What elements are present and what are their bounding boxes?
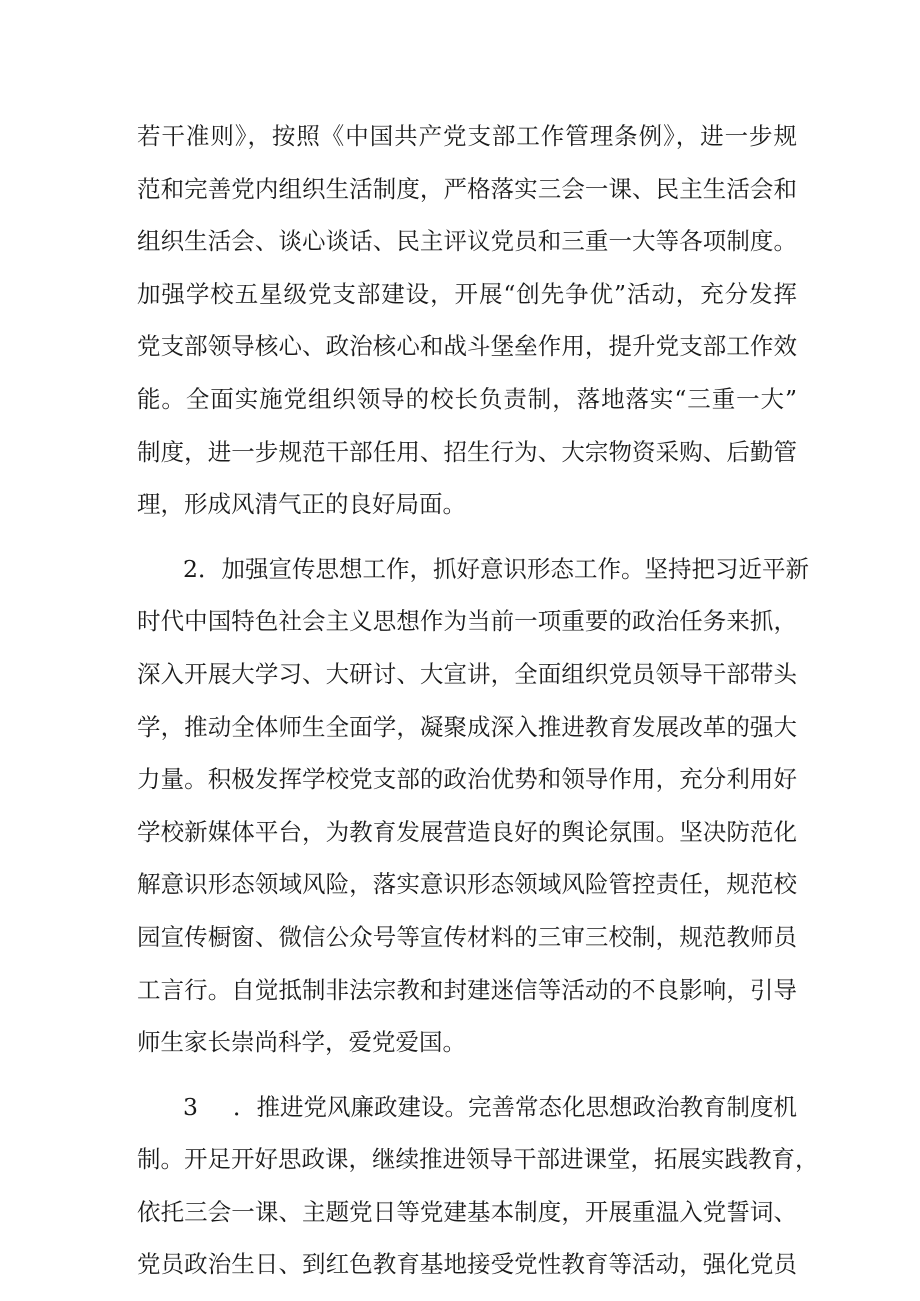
paragraph-gap — [137, 531, 797, 543]
p3-line-1 — [137, 1081, 797, 1134]
p2-line-8: 园宣传橱窗、微信公众号等宣传材料的三审三校制，规范教师员 — [137, 922, 797, 951]
p1-line-8: 理，形成风清气正的良好局面。 — [137, 490, 466, 519]
document-body — [137, 110, 819, 1291]
p1-line-1: 若干准则》，按照《中国共产党支部工作管理条例》，进一步规 — [137, 122, 797, 150]
p1-line-3: 组织生活会、谈心谈话、民主评议党员和三重一大等各项制度。 — [137, 227, 797, 256]
p3-line-3: 依托三会一课、主题党日等党建基本制度，开展重温入党誓词、 — [137, 1197, 797, 1226]
p2-line-1: 2．加强宣传思想工作，抓好意识形态工作。坚持把习近平新 — [183, 554, 809, 583]
p3-line-1-text: ．推进党风廉政建设。完善常态化思想政治教育制度机 — [233, 1092, 797, 1121]
p2-line-4: 学，推动全体师生全面学，凝聚成深入推进教育发展改革的强大 — [137, 712, 797, 741]
p2-line-9: 工言行。自觉抵制非法宗教和封建迷信等活动的不良影响，引导 — [137, 975, 797, 1004]
p2-line-6: 学校新媒体平台，为教育发展营造良好的舆论氛围。坚决防范化 — [137, 817, 797, 846]
p3-number-spacer — [198, 1081, 233, 1134]
p1-line-7: 制度，进一步规范干部任用、招生行为、大宗物资采购、后勤管 — [137, 437, 797, 466]
p2-line-7: 解意识形态领域风险，落实意识形态领域风险管控责任，规范校 — [137, 870, 797, 899]
p2-line-10: 师生家长崇尚科学，爱党爱国。 — [137, 1028, 466, 1057]
p2-line-3: 深入开展大学习、大研讨、大宣讲，全面组织党员领导干部带头 — [137, 659, 797, 688]
p3-line-4: 党员政治生日、到红色教育基地接受党性教育等活动，强化党员 — [137, 1250, 797, 1279]
p1-line-4: 加强学校五星级党支部建设，开展“创先争优”活动，充分发挥 — [137, 279, 797, 308]
p2-line-5: 力量。积极发挥学校党支部的政治优势和领导作用，充分利用好 — [137, 765, 797, 794]
p1-line-6: 能。全面实施党组织领导的校长负责制，落地落实“三重一大” — [137, 384, 797, 413]
paragraph-gap — [137, 1069, 797, 1081]
p3-line-2: 制。开足开好思政课，继续推进领导干部进课堂，拓展实践教育， — [137, 1145, 819, 1174]
p2-line-2: 时代中国特色社会主义思想作为当前一项重要的政治任务来抓， — [137, 607, 797, 636]
p1-line-5: 党支部领导核心、政治核心和战斗堡垒作用，提升党支部工作效 — [137, 332, 797, 361]
p1-line-2: 范和完善党内组织生活制度，严格落实三会一课、民主生活会和 — [137, 174, 797, 203]
p3-section-number: 3 — [183, 1092, 198, 1121]
